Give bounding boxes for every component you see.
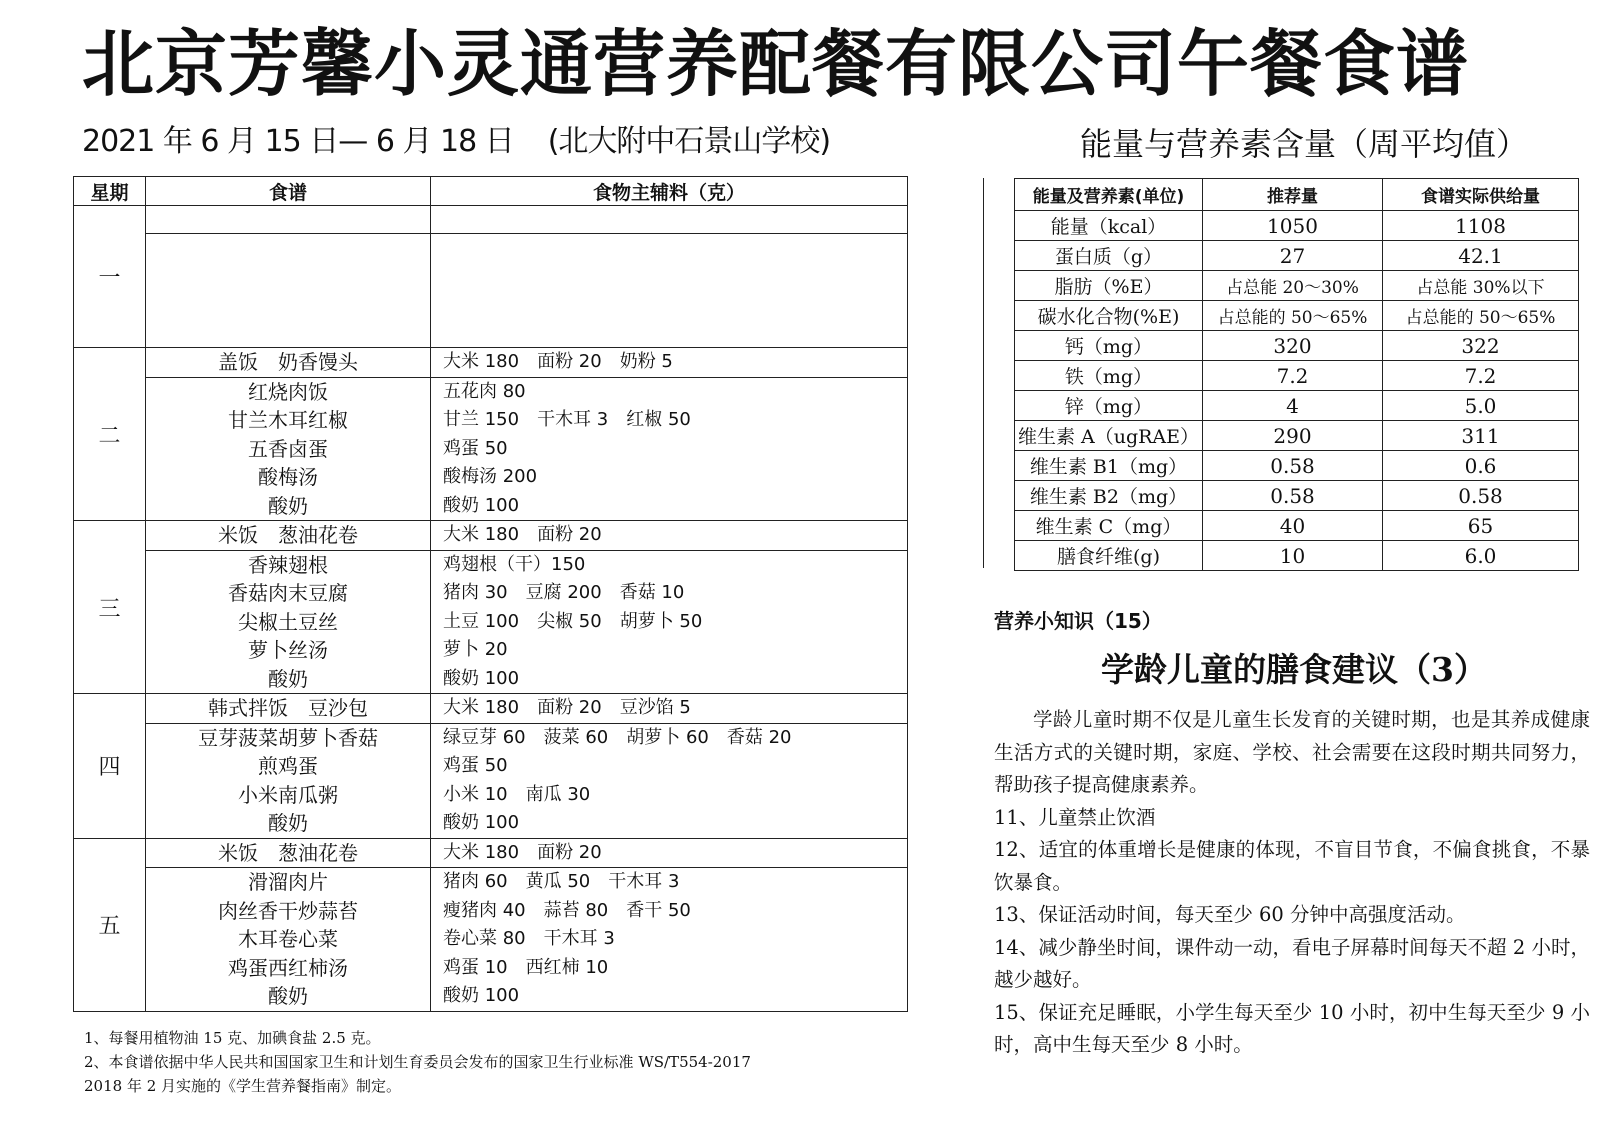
menu-dish-cell: [146, 550, 431, 694]
nutrient-name: 膳食纤维(g): [1015, 541, 1203, 571]
nutrition-row: [1015, 391, 1579, 421]
menu-dish-cell: [146, 868, 431, 1012]
nutrition-row: [1015, 451, 1579, 481]
menu-header-dishes: 食谱: [146, 177, 431, 206]
ingredient-line: 鸡蛋 50: [443, 437, 508, 459]
dish-name: 香辣翅根: [248, 552, 328, 577]
ingredient-line: 酸奶 100: [443, 812, 520, 833]
nutrition-row: [1015, 331, 1579, 361]
nutrient-name: 锌（mg）: [1015, 391, 1203, 421]
menu-ingredient-cell: [431, 838, 908, 868]
footnote: 1、每餐用植物油 15 克、加碘食盐 2.5 克。: [84, 1029, 381, 1047]
menu-row: [74, 694, 908, 724]
actual-value: 0.6: [1383, 451, 1579, 481]
actual-value: 42.1: [1383, 241, 1579, 271]
tips-body: [994, 704, 1590, 1062]
dish-name: 肉丝香干炒蒜苔: [218, 898, 358, 923]
actual-value: 322: [1383, 331, 1579, 361]
tips-title: 学龄儿童的膳食建议（3）: [1101, 650, 1487, 689]
dish-name: 盖饭 奶香馒头: [218, 350, 358, 374]
ingredient-line: 大米 180 面粉 20 豆沙馅 5: [443, 697, 691, 718]
dish-name: 红烧肉饭: [248, 379, 328, 404]
footnote: 2018 年 2 月实施的《学生营养餐指南》制定。: [84, 1077, 402, 1095]
actual-value: 占总能 30%以下: [1383, 271, 1579, 301]
menu-ingredient-cell: [431, 550, 908, 694]
ingredient-line: 五花肉 80: [443, 380, 526, 402]
ingredient-line: 甘兰 150 干木耳 3 红椒 50: [443, 409, 691, 430]
nutrition-row: [1015, 301, 1579, 331]
dish-name: 尖椒土豆丝: [238, 609, 338, 634]
nutrition-row: [1015, 481, 1579, 511]
dish-name: 酸奶: [268, 666, 308, 691]
menu-day-cell: 四: [74, 694, 146, 839]
ingredient-line: 酸奶 100: [443, 985, 520, 1006]
nutrition-title: 能量与营养素含量（周平均值）: [1080, 125, 1529, 163]
menu-row: [74, 723, 908, 838]
menu-row: [74, 234, 908, 348]
actual-value: 6.0: [1383, 541, 1579, 571]
recommended-value: 1050: [1203, 211, 1383, 241]
menu-ingredient-cell: [431, 521, 908, 551]
menu-body: [74, 206, 908, 1012]
menu-row: [74, 868, 908, 1012]
nutrient-name: 维生素 C（mg）: [1015, 511, 1203, 541]
menu-ingredient-cell: [431, 206, 908, 234]
footnote: 2、本食谱依据中华人民共和国国家卫生和计划生育委员会发布的国家卫生行业标准 WS/T554-2017: [84, 1053, 751, 1071]
dish-name: 鸡蛋西红柿汤: [228, 955, 348, 980]
dish-name: 豆芽菠菜胡萝卜香菇: [198, 725, 378, 750]
menu-row: [74, 206, 908, 234]
menu-ingredient-cell: [431, 868, 908, 1012]
page-title: 北京芳馨小灵通营养配餐有限公司午餐食谱: [82, 22, 1470, 106]
ingredient-line: 卷心菜 80 干木耳 3: [443, 928, 615, 949]
tips-item: 12、适宜的体重增长是健康的体现，不盲目节食，不偏食挑食，不暴饮暴食。: [994, 838, 1590, 894]
recommended-value: 0.58: [1203, 481, 1383, 511]
ingredient-line: 大米 180 面粉 20: [443, 524, 602, 545]
nutrient-name: 维生素 A（ugRAE）: [1015, 421, 1203, 451]
menu-row: [74, 521, 908, 551]
dish-name: 酸奶: [268, 493, 308, 518]
recommended-value: 占总能的 50～65%: [1203, 301, 1383, 331]
recommended-value: 占总能 20～30%: [1203, 271, 1383, 301]
tips-item: 13、保证活动时间，每天至少 60 分钟中高强度活动。: [994, 903, 1466, 926]
nutrient-name: 碳水化合物(%E): [1015, 301, 1203, 331]
tips-label: 营养小知识（15）: [994, 609, 1162, 633]
nutrition-row: [1015, 271, 1579, 301]
date-range: 2021 年 6 月 15 日— 6 月 18 日: [82, 124, 514, 159]
menu-header-row: [74, 177, 908, 206]
recommended-value: 10: [1203, 541, 1383, 571]
ingredient-line: 酸梅汤 200: [443, 466, 538, 487]
tips-item: 11、儿童禁止饮酒: [994, 805, 1156, 829]
menu-dish-cell: [146, 694, 431, 724]
menu-ingredient-cell: [431, 348, 908, 378]
actual-value: 7.2: [1383, 361, 1579, 391]
dish-name: 滑溜肉片: [248, 870, 328, 894]
menu-dish-cell: [146, 838, 431, 868]
ingredient-line: 瘦猪肉 40 蒜苔 80 香干 50: [443, 899, 691, 921]
menu-dish-cell: [146, 521, 431, 551]
dish-name: 小米南瓜粥: [238, 782, 338, 807]
actual-value: 0.58: [1383, 481, 1579, 511]
menu-dish-cell: [146, 206, 431, 234]
ingredient-line: 大米 180 面粉 20: [443, 841, 602, 863]
dish-name: 香菇肉末豆腐: [228, 581, 348, 605]
nutrition-row: [1015, 511, 1579, 541]
menu-ingredient-cell: [431, 723, 908, 838]
column-divider: [983, 178, 984, 568]
menu-day-cell: 一: [74, 206, 146, 348]
ingredient-line: 鸡翅根（干）150: [443, 553, 586, 575]
nutrition-row: [1015, 421, 1579, 451]
recommended-value: 7.2: [1203, 361, 1383, 391]
menu-table: [73, 176, 908, 1012]
ingredient-line: 绿豆芽 60 菠菜 60 胡萝卜 60 香菇 20: [443, 726, 792, 748]
actual-value: 65: [1383, 511, 1579, 541]
dish-name: 酸奶: [268, 811, 308, 835]
dish-name: 萝卜丝汤: [248, 638, 328, 662]
nutrition-row: [1015, 211, 1579, 241]
menu-day-cell: 五: [74, 838, 146, 1011]
menu-dish-cell: [146, 348, 431, 378]
recommended-value: 0.58: [1203, 451, 1383, 481]
menu-ingredient-cell: [431, 377, 908, 521]
menu-header-day: 星期: [74, 177, 146, 206]
ingredient-line: 酸奶 100: [443, 494, 520, 516]
menu-subtitle: [82, 122, 830, 162]
dish-name: 木耳卷心菜: [238, 927, 338, 951]
nutrition-row: [1015, 241, 1579, 271]
ingredient-line: 鸡蛋 50: [443, 755, 508, 776]
nutrition-header-recommended: 推荐量: [1203, 179, 1383, 211]
ingredient-line: 萝卜 20: [443, 639, 508, 660]
dish-name: 五香卤蛋: [248, 436, 328, 461]
recommended-value: 4: [1203, 391, 1383, 421]
nutrition-body: [1015, 211, 1579, 571]
tips-item: 14、减少静坐时间，课件动一动，看电子屏幕时间每天不超 2 小时，越少越好。: [994, 935, 1590, 991]
menu-ingredient-cell: [431, 694, 908, 724]
nutrition-table: [1014, 178, 1579, 571]
dish-name: 煎鸡蛋: [258, 754, 318, 778]
footnotes: [84, 1026, 914, 1098]
ingredient-line: 猪肉 30 豆腐 200 香菇 10: [443, 582, 685, 603]
ingredient-line: 鸡蛋 10 西红柿 10: [443, 956, 609, 978]
ingredient-line: 酸奶 100: [443, 667, 520, 689]
menu-ingredient-cell: [431, 234, 908, 348]
recommended-value: 320: [1203, 331, 1383, 361]
nutrient-name: 维生素 B1（mg）: [1015, 451, 1203, 481]
actual-value: 5.0: [1383, 391, 1579, 421]
nutrition-row: [1015, 361, 1579, 391]
dish-name: 韩式拌饭 豆沙包: [208, 696, 368, 720]
menu-row: [74, 348, 908, 378]
nutrient-name: 维生素 B2（mg）: [1015, 481, 1203, 511]
actual-value: 1108: [1383, 211, 1579, 241]
menu-header-ingredients: 食物主辅料（克）: [431, 177, 908, 206]
tips-item: 15、保证充足睡眠，小学生每天至少 10 小时，初中生每天至少 9 小时，高中生每天至少 8 小时。: [994, 1000, 1590, 1056]
dish-name: 甘兰木耳红椒: [228, 408, 348, 432]
nutrition-header-nutrient: 能量及营养素(单位): [1015, 179, 1203, 211]
nutrition-header-row: [1015, 179, 1579, 211]
menu-dish-cell: [146, 377, 431, 521]
nutrient-name: 蛋白质（g）: [1015, 241, 1203, 271]
ingredient-line: 土豆 100 尖椒 50 胡萝卜 50: [443, 610, 703, 632]
dish-name: 米饭 葱油花卷: [218, 523, 358, 547]
recommended-value: 27: [1203, 241, 1383, 271]
nutrition-row: [1015, 541, 1579, 571]
ingredient-line: 猪肉 60 黄瓜 50 干木耳 3: [443, 871, 680, 892]
ingredient-line: 小米 10 南瓜 30: [443, 783, 591, 805]
menu-dish-cell: [146, 234, 431, 348]
menu-day-cell: 三: [74, 521, 146, 694]
nutrition-header-actual: 食谱实际供给量: [1383, 179, 1579, 211]
nutrient-name: 脂肪（%E）: [1015, 271, 1203, 301]
ingredient-line: 大米 180 面粉 20 奶粉 5: [443, 351, 673, 372]
menu-day-cell: 二: [74, 348, 146, 521]
actual-value: 占总能的 50～65%: [1383, 301, 1579, 331]
recommended-value: 290: [1203, 421, 1383, 451]
nutrient-name: 铁（mg）: [1015, 361, 1203, 391]
nutrient-name: 钙（mg）: [1015, 331, 1203, 361]
school-name: (北大附中石景山学校): [547, 124, 831, 159]
menu-row: [74, 550, 908, 694]
dish-name: 米饭 葱油花卷: [218, 840, 358, 865]
menu-row: [74, 838, 908, 868]
dish-name: 酸梅汤: [258, 465, 318, 489]
recommended-value: 40: [1203, 511, 1383, 541]
menu-dish-cell: [146, 723, 431, 838]
menu-row: [74, 377, 908, 521]
dish-name: 酸奶: [268, 984, 308, 1008]
actual-value: 311: [1383, 421, 1579, 451]
nutrient-name: 能量（kcal）: [1015, 211, 1203, 241]
tips-intro: 学龄儿童时期不仅是儿童生长发育的关键时期，也是其养成健康生活方式的关键时期，家庭、学校、社会需要在这段时期共同努力，帮助孩子提高健康素养。: [994, 708, 1590, 796]
